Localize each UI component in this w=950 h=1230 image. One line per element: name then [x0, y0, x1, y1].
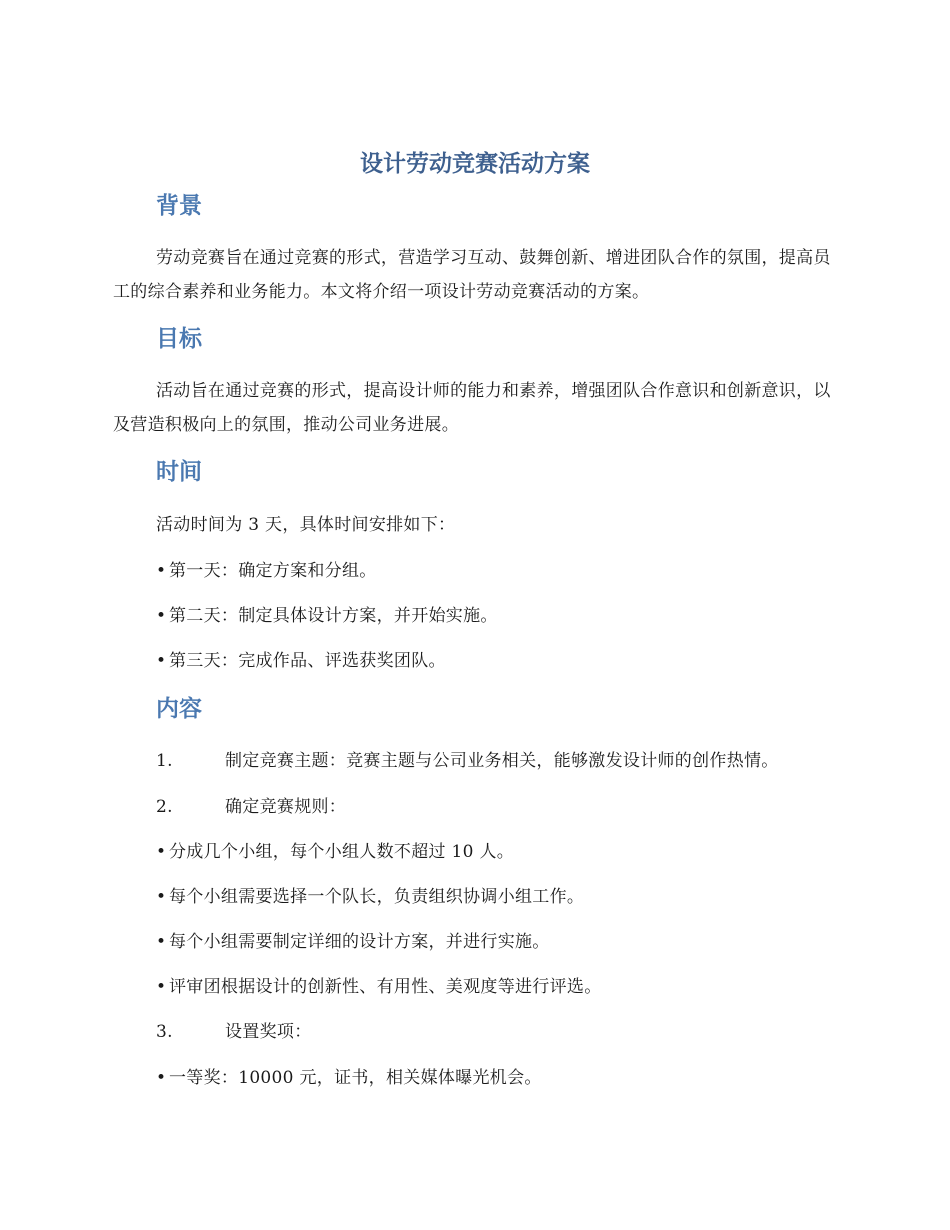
numbered-item — [156, 747, 779, 775]
time-intro: 活动时间为 3 天，具体时间安排如下： — [156, 515, 456, 535]
item-number: 3. — [156, 1022, 173, 1042]
bullet-icon: • — [156, 932, 167, 952]
bullet-icon: • — [156, 887, 167, 907]
list-item-text: 每个小组需要制定详细的设计方案，并进行实施。 — [169, 932, 550, 952]
list-item-text: 每个小组需要选择一个队长，负责组织协调小组工作。 — [169, 887, 585, 907]
paragraph-goal: 活动旨在通过竞赛的形式，提高设计师的能力和素养，增强团队合作意识和创新意识，以及营造积极向上的氛围，推动公司业务进展。 — [113, 381, 831, 435]
list-item — [156, 602, 498, 630]
heading-goal: 目标 — [156, 326, 202, 352]
bullet-icon: • — [156, 651, 167, 671]
heading-background: 背景 — [156, 193, 202, 219]
document-title: 设计劳动竞赛活动方案 — [360, 151, 590, 177]
item-number: 1. — [156, 751, 173, 771]
list-item — [156, 883, 584, 911]
paragraph-background: 劳动竞赛旨在通过竞赛的形式，营造学习互动、鼓舞创新、增进团队合作的氛围，提高员工的综合素养和业务能力。本文将介绍一项设计劳动竞赛活动的方案。 — [113, 248, 831, 302]
heading-time: 时间 — [156, 459, 202, 485]
bullet-icon: • — [156, 842, 167, 862]
list-item — [156, 928, 550, 956]
list-item-text: 一等奖：10000 元，证书，相关媒体曝光机会。 — [169, 1068, 542, 1088]
list-item-text: 第三天：完成作品、评选获奖团队。 — [169, 651, 446, 671]
heading-content: 内容 — [156, 696, 202, 722]
numbered-item — [156, 1018, 312, 1046]
list-item — [156, 1064, 542, 1092]
item-number: 2. — [156, 797, 173, 817]
list-item — [156, 838, 514, 866]
bullet-icon: • — [156, 977, 167, 997]
item-text: 设置奖项： — [225, 1022, 312, 1042]
item-text: 确定竞赛规则： — [225, 797, 347, 817]
bullet-icon: • — [156, 561, 167, 581]
list-item-text: 评审团根据设计的创新性、有用性、美观度等进行评选。 — [169, 977, 602, 997]
item-text: 制定竞赛主题：竞赛主题与公司业务相关，能够激发设计师的创作热情。 — [225, 751, 779, 771]
numbered-item — [156, 793, 346, 821]
list-item — [156, 647, 446, 675]
list-item-text: 分成几个小组，每个小组人数不超过 10 人。 — [169, 842, 515, 862]
list-item — [156, 557, 377, 585]
list-item-text: 第二天：制定具体设计方案，并开始实施。 — [169, 606, 498, 626]
list-item — [156, 973, 602, 1001]
bullet-icon: • — [156, 1068, 167, 1088]
bullet-icon: • — [156, 606, 167, 626]
list-item-text: 第一天：确定方案和分组。 — [169, 561, 377, 581]
